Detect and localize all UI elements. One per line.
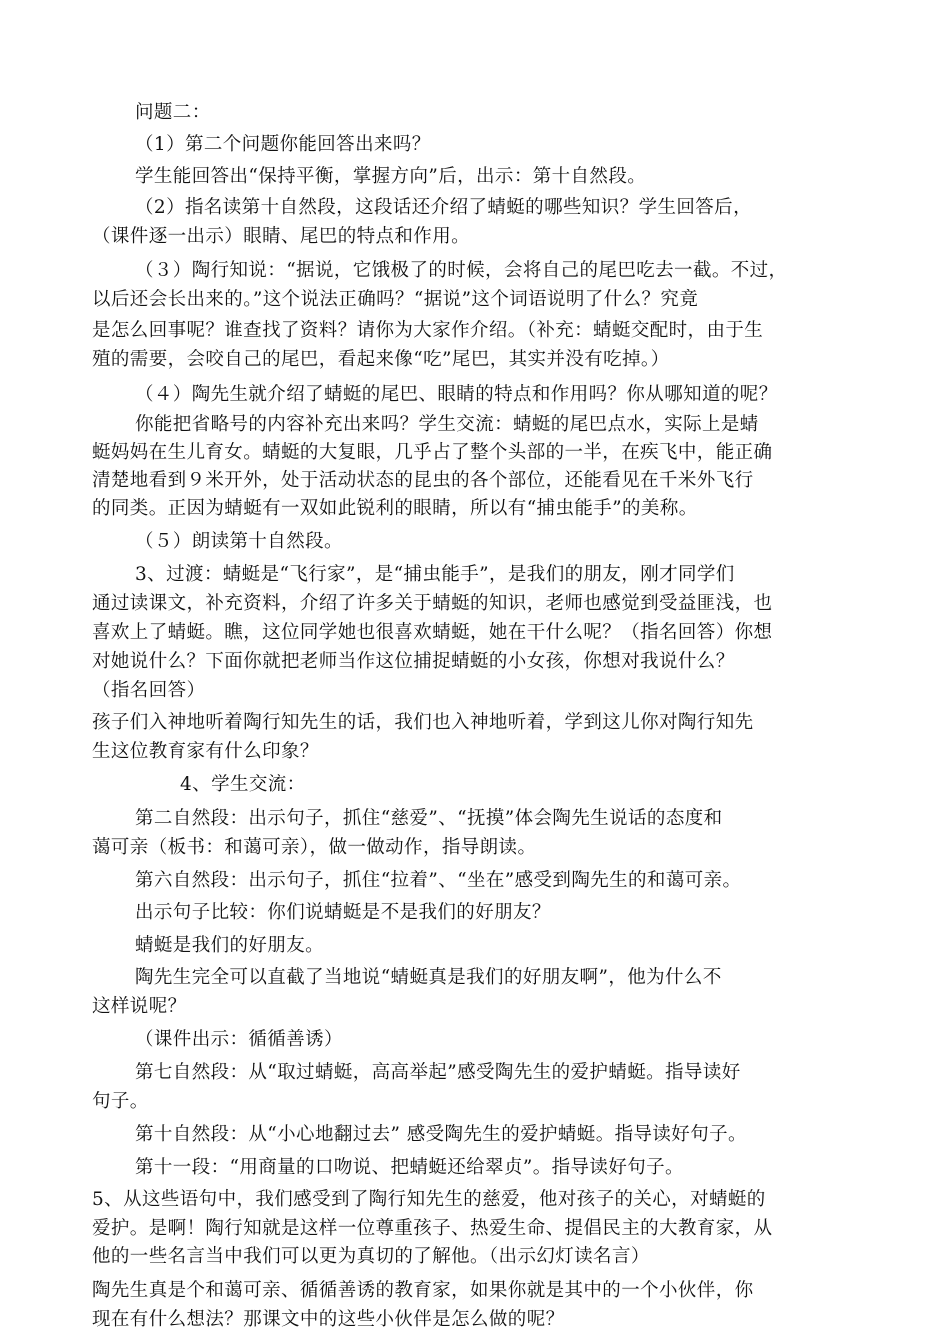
text-line: （３）陶行知说：“据说，它饿极了的时候，会将自己的尾巴吃去一截。不过，: [135, 260, 788, 281]
text-line: 现在有什么想法？那课文中的这些小伙伴是怎么做的呢？: [92, 1309, 565, 1330]
text-line: （1）第二个问题你能回答出来吗？: [135, 134, 431, 155]
text-line: 句子。: [92, 1091, 149, 1112]
text-line: （５）朗读第十自然段。: [135, 531, 343, 552]
text-line: 陶先生完全可以直截了当地说“蜻蜓真是我们的好朋友啊”，他为什么不: [135, 967, 722, 988]
text-line: （４）陶先生就介绍了蜻蜓的尾巴、眼睛的特点和作用吗？你从哪知道的呢？: [135, 384, 778, 405]
text-line: 4、学生交流：: [180, 774, 306, 795]
text-line: 对她说什么？下面你就把老师当作这位捕捉蜻蜓的小女孩，你想对我说什么？: [92, 651, 735, 672]
text-line: 第十自然段：从“小心地翻过去” 感受陶先生的爱护蜻蜓。指导读好句子。: [135, 1124, 747, 1145]
text-line: 蔼可亲（板书：和蔼可亲），做一做动作，指导朗读。: [92, 837, 537, 858]
text-line: 生这位教育家有什么印象？: [92, 741, 319, 762]
text-line: 问题二：: [135, 102, 211, 123]
text-line: 通过读课文，补充资料，介绍了许多关于蜻蜓的知识，老师也感觉到受益匪浅，也: [92, 593, 773, 614]
text-line: 他的一些名言当中我们可以更为真切的了解他。（出示幻灯读名言）: [92, 1246, 650, 1267]
text-line: （指名回答）: [92, 680, 206, 701]
text-line: 5、从这些语句中，我们感受到了陶行知先生的慈爱，他对孩子的关心，对蜻蜓的: [92, 1189, 766, 1210]
text-line: （课件出示：循循善诱）: [135, 1029, 343, 1050]
text-line: 爱护。是啊！陶行知就是这样一位尊重孩子、热爱生命、提倡民主的大教育家，从: [92, 1218, 773, 1239]
text-line: 是怎么回事呢？谁查找了资料？请你为大家作介绍。（补充：蜻蜓交配时，由于生: [92, 320, 764, 341]
text-line: 这样说呢？: [92, 996, 187, 1017]
text-line: 第十一段：“用商量的口吻说、把蜻蜓还给翠贞”。指导读好句子。: [135, 1157, 684, 1178]
text-line: 蜻蜓是我们的好朋友。: [135, 935, 325, 956]
text-line: 出示句子比较：你们说蜻蜓是不是我们的好朋友？: [135, 902, 551, 923]
text-line: 蜓妈妈在生儿育女。蜻蜓的大复眼，几乎占了整个头部的一半，在疾飞中，能正确: [92, 442, 773, 463]
text-line: （2）指名读第十自然段，这段话还介绍了蜻蜓的哪些知识？学生回答后，: [135, 197, 752, 218]
text-line: 你能把省略号的内容补充出来吗？学生交流：蜻蜓的尾巴点水，实际上是蜻: [135, 414, 759, 435]
text-line: 的同类。正因为蜻蜓有一双如此锐利的眼睛，所以有“捕虫能手”的美称。: [92, 498, 698, 519]
text-line: 殖的需要，会咬自己的尾巴，看起来像“吃”尾巴，其实并没有吃掉。）: [92, 349, 670, 370]
text-line: 第六自然段：出示句子，抓住“拉着”、“坐在”感受到陶先生的和蔼可亲。: [135, 870, 742, 891]
text-line: 孩子们入神地听着陶行知先生的话，我们也入神地听着，学到这儿你对陶行知先: [92, 712, 754, 733]
text-line: 学生能回答出“保持平衡，掌握方向”后，出示：第十自然段。: [135, 166, 647, 187]
text-line: 清楚地看到９米开外，处于活动状态的昆虫的各个部位，还能看见在千米外飞行: [92, 470, 754, 491]
text-line: 第七自然段：从“取过蜻蜓，高高举起”感受陶先生的爱护蜻蜓。指导读好: [135, 1062, 741, 1083]
text-line: 以后还会长出来的。”这个说法正确吗？“据说”这个词语说明了什么？究竟: [92, 289, 699, 310]
text-line: 第二自然段：出示句子，抓住“慈爱”、“抚摸”体会陶先生说话的态度和: [135, 808, 723, 829]
text-line: （课件逐一出示）眼睛、尾巴的特点和作用。: [92, 226, 471, 247]
text-line: 陶先生真是个和蔼可亲、循循善诱的教育家，如果你就是其中的一个小伙伴，你: [92, 1280, 754, 1301]
text-line: 3、过渡：蜻蜓是“飞行家”，是“捕虫能手”，是我们的朋友，刚才同学们: [135, 564, 735, 585]
text-line: 喜欢上了蜻蜓。瞧，这位同学她也很喜欢蜻蜓，她在干什么呢？（指名回答）你想: [92, 622, 773, 643]
